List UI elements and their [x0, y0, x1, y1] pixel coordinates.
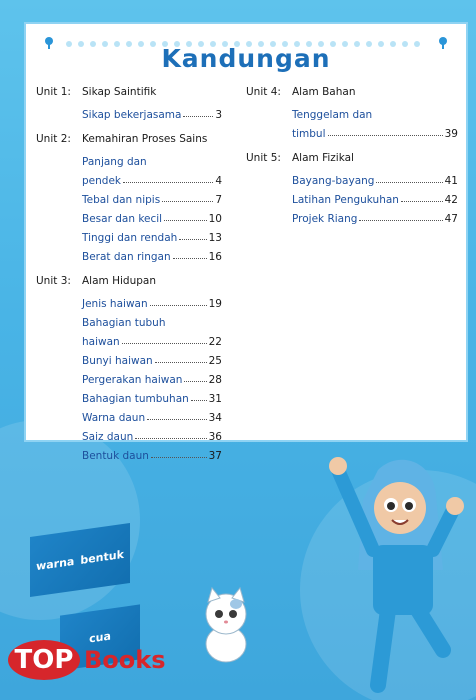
entry-title: Projek Riang	[292, 213, 358, 225]
unit-name: Alam Fizikal	[292, 152, 354, 164]
dot-leader	[162, 201, 213, 202]
dot-leader	[135, 438, 206, 439]
entry-title: Warna daun	[82, 412, 146, 424]
entry-title: Panjang dan	[82, 156, 147, 168]
contents-entry[interactable]	[36, 187, 222, 206]
unit-code: Unit 2:	[36, 133, 71, 145]
entry-page-number: 25	[208, 355, 222, 367]
entry-title: Tenggelam dan	[292, 109, 373, 121]
entry-title: Bentuk daun	[82, 450, 149, 462]
unit-code: Unit 3:	[36, 275, 71, 287]
entry-title: Bahagian tumbuhan	[82, 393, 189, 405]
entry-title: Sikap bekerjasama	[82, 109, 182, 121]
contents-entry-line[interactable]	[36, 310, 222, 329]
unit-heading	[246, 148, 458, 168]
unit-name: Sikap Saintifik	[82, 86, 157, 98]
dot-leader	[359, 220, 442, 221]
dot-leader	[401, 201, 443, 202]
contents-entry-line[interactable]	[36, 149, 222, 168]
entry-page-number: 22	[208, 336, 222, 348]
unit-name: Kemahiran Proses Sains	[82, 133, 208, 145]
contents-entry[interactable]	[36, 405, 222, 424]
contents-entry[interactable]	[36, 348, 222, 367]
unit-code: Unit 4:	[246, 86, 281, 98]
contents-entry[interactable]	[36, 244, 222, 263]
contents-entry[interactable]	[36, 168, 222, 187]
entry-page-number: 4	[215, 175, 222, 187]
entry-page-number: 7	[215, 194, 222, 206]
entry-page-number: 37	[208, 450, 222, 462]
unit-code: Unit 1:	[36, 86, 71, 98]
contents-entry[interactable]	[246, 168, 458, 187]
contents-entry[interactable]	[246, 206, 458, 225]
logo-top-text: TOP	[8, 640, 80, 680]
dot-leader	[183, 116, 213, 117]
entry-page-number: 47	[444, 213, 458, 225]
entry-title: Tebal dan nipis	[82, 194, 161, 206]
entry-title: Saiz daun	[82, 431, 134, 443]
dot-leader	[179, 239, 206, 240]
entry-title: Latihan Pengukuhan	[292, 194, 399, 206]
contents-left-column	[36, 82, 222, 462]
contents-entry[interactable]	[36, 206, 222, 225]
cat-illustration	[196, 586, 256, 666]
entry-title: Jenis haiwan	[82, 298, 148, 310]
contents-right-column	[246, 82, 458, 225]
contents-entry[interactable]	[36, 424, 222, 443]
entry-page-number: 39	[444, 128, 458, 140]
contents-entry[interactable]	[246, 187, 458, 206]
entry-page-number: 28	[208, 374, 222, 386]
dot-leader	[191, 400, 207, 401]
contents-entry[interactable]	[36, 443, 222, 462]
entry-page-number: 3	[215, 109, 222, 121]
entry-page-number: 19	[208, 298, 222, 310]
unit-heading	[36, 82, 222, 102]
entry-title: Pergerakan haiwan	[82, 374, 183, 386]
dot-leader	[155, 362, 207, 363]
entry-title: Berat dan ringan	[82, 251, 171, 263]
dot-leader	[150, 305, 207, 306]
entry-title: Besar dan kecil	[82, 213, 163, 225]
dot-leader	[147, 419, 207, 420]
dot-leader	[123, 182, 213, 183]
contents-entry[interactable]	[36, 102, 222, 121]
box-word-cua: cua	[89, 629, 111, 646]
topbooks-logo	[8, 640, 166, 680]
dot-leader	[122, 343, 207, 344]
contents-entry[interactable]	[246, 121, 458, 140]
dot-leader	[164, 220, 207, 221]
dot-leader	[328, 135, 443, 136]
logo-books-text: Books	[84, 646, 166, 674]
entry-title: pendek	[82, 175, 121, 187]
contents-entry[interactable]	[36, 291, 222, 310]
entry-page-number: 13	[208, 232, 222, 244]
entry-title: Bahagian tubuh	[82, 317, 166, 329]
entry-title: Tinggi dan rendah	[82, 232, 178, 244]
entry-page-number: 10	[208, 213, 222, 225]
entry-title: Bunyi haiwan	[82, 355, 153, 367]
contents-entry-line[interactable]	[246, 102, 458, 121]
contents-entry[interactable]	[36, 367, 222, 386]
dot-leader	[151, 457, 207, 458]
box-word-bentuk: bentuk	[80, 547, 124, 567]
entry-title: haiwan	[82, 336, 120, 348]
entry-page-number: 42	[444, 194, 458, 206]
entry-page-number: 41	[444, 175, 458, 187]
unit-heading	[36, 129, 222, 149]
entry-page-number: 34	[208, 412, 222, 424]
unit-code: Unit 5:	[246, 152, 281, 164]
unit-heading	[246, 82, 458, 102]
dot-leader	[173, 258, 207, 259]
page-title: Kandungan	[161, 44, 331, 73]
girl-character-illustration	[318, 450, 468, 695]
entry-page-number: 31	[208, 393, 222, 405]
entry-page-number: 16	[208, 251, 222, 263]
contents-entry[interactable]	[36, 386, 222, 405]
entry-title: timbul	[292, 128, 326, 140]
unit-heading	[36, 271, 222, 291]
contents-card	[24, 22, 468, 462]
box-word-warna: warna	[36, 554, 75, 573]
dot-leader	[376, 182, 442, 183]
unit-name: Alam Bahan	[292, 86, 356, 98]
entry-page-number: 36	[208, 431, 222, 443]
binding-dots	[66, 32, 426, 40]
contents-entry[interactable]	[36, 329, 222, 348]
dot-leader	[184, 381, 206, 382]
entry-title: Bayang-bayang	[292, 175, 375, 187]
unit-name: Alam Hidupan	[82, 275, 156, 287]
contents-entry[interactable]	[36, 225, 222, 244]
